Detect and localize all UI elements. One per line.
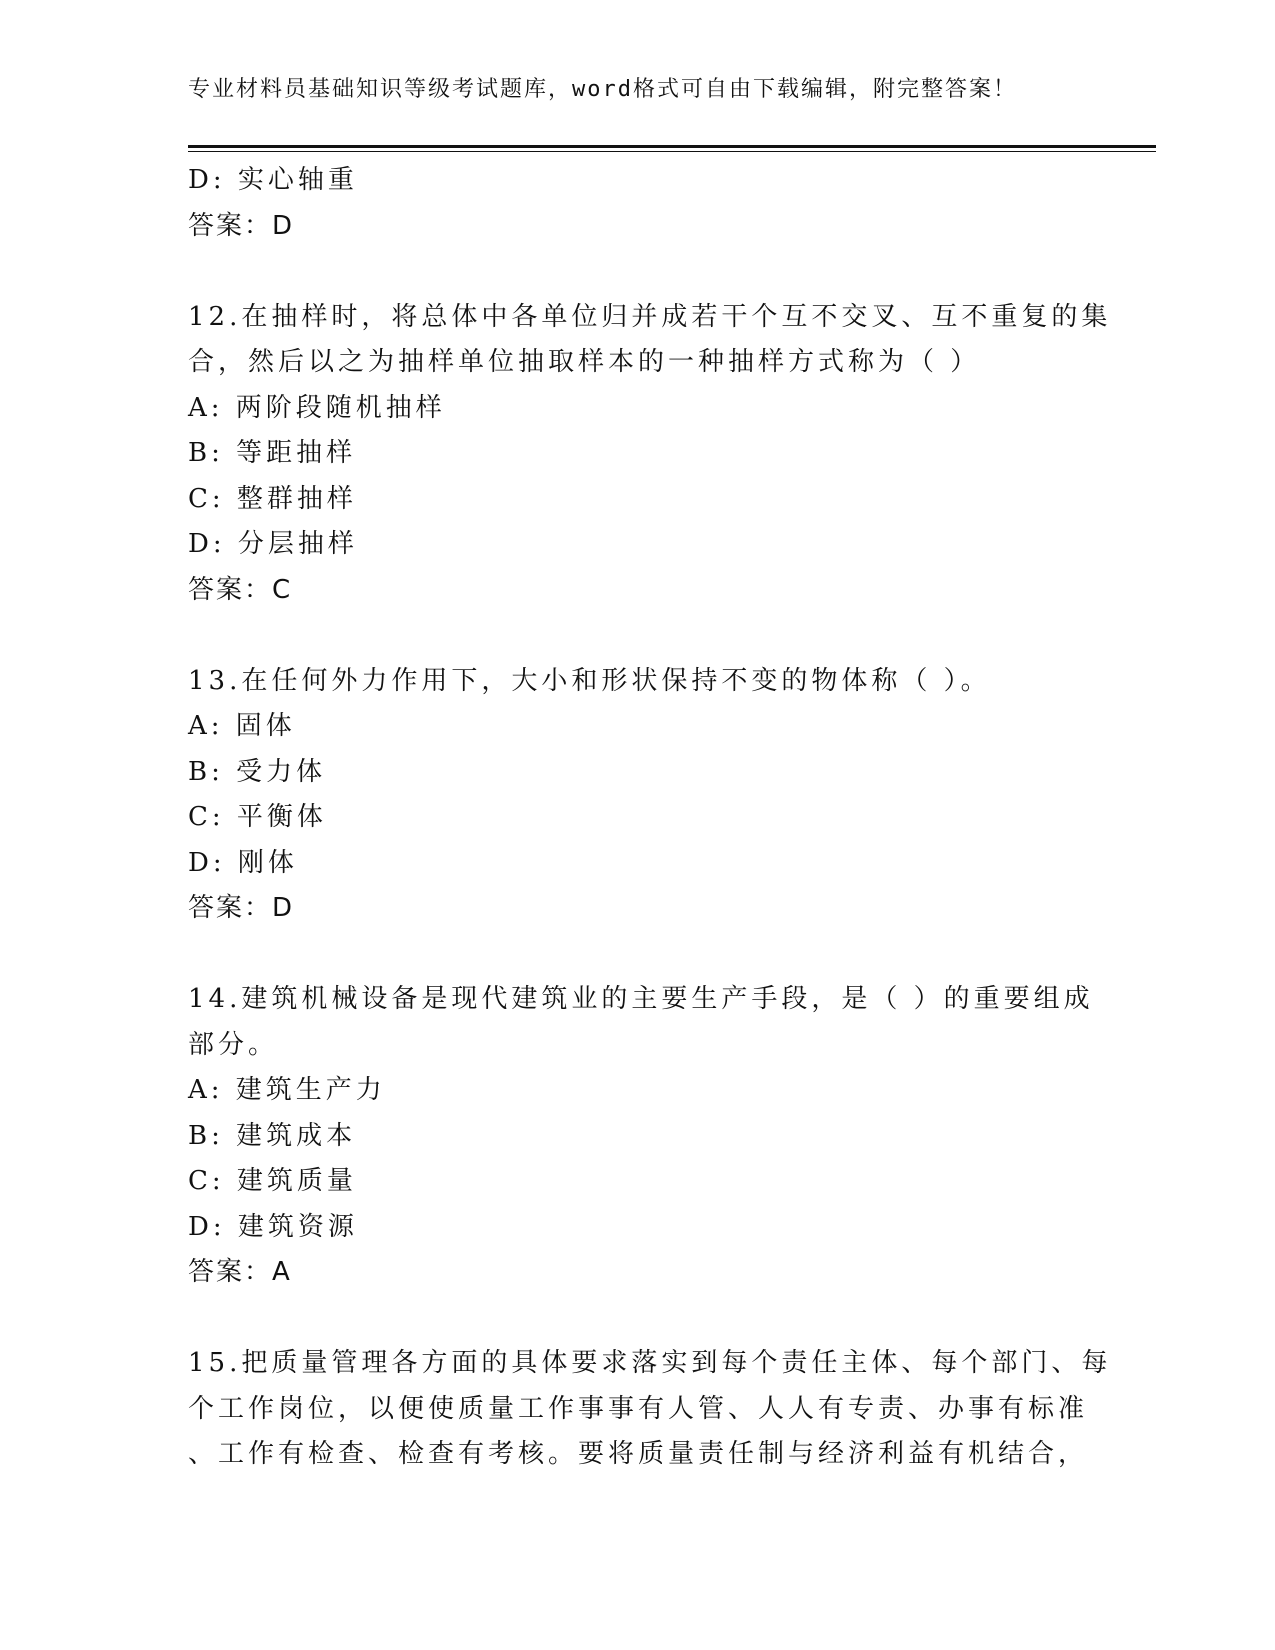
page-header: 专业材料员基础知识等级考试题库，word格式可自由下载编辑，附完整答案！: [188, 77, 1017, 102]
answer-line: 答案：D: [188, 210, 295, 241]
answer-line: 答案：C: [188, 574, 293, 605]
question-15: [188, 1341, 1112, 1478]
spacer: [188, 613, 1088, 659]
option-a: A: 固体: [188, 711, 296, 741]
question-stem-line: 部分。: [188, 1029, 279, 1060]
option-a: A: 两阶段随机抽样: [188, 392, 446, 423]
option-c: C: 整群抽样: [188, 483, 357, 514]
spacer: [188, 932, 1088, 978]
question-stem-line: 、工作有检查、检查有考核。要将质量责任制与经济利益有机结合，: [188, 1439, 1089, 1469]
option-d: D: 建筑资源: [188, 1211, 358, 1242]
option-b: B: 等距抽样: [188, 438, 357, 468]
question-12: [188, 295, 1112, 614]
spacer: [188, 1296, 1088, 1342]
document-body: [188, 158, 1112, 1478]
answer-line: 答案：D: [188, 893, 295, 923]
question-stem-line: 13.在任何外力作用下，大小和形状保持不变的物体称（ ）。: [188, 665, 991, 696]
option-c: C: 建筑质量: [188, 1166, 357, 1196]
option-d: D: 刚体: [188, 847, 298, 878]
option-d: D: 实心轴重: [188, 165, 358, 195]
option-b: B: 受力体: [188, 756, 327, 787]
question-stem-line: 个工作岗位，以便使质量工作事事有人管、人人有专责、办事有标准: [188, 1393, 1089, 1424]
question-stem-line: 合，然后以之为抽样单位抽取样本的一种抽样方式称为（ ）: [188, 347, 981, 377]
option-b: B: 建筑成本: [188, 1120, 357, 1151]
question-stem-line: 12.在抽样时，将总体中各单位归并成若干个互不交叉、互不重复的集: [188, 301, 1112, 332]
spacer: [188, 249, 1088, 295]
header-rule-thick: [188, 145, 1156, 148]
option-c: C: 平衡体: [188, 802, 327, 832]
option-d: D: 分层抽样: [188, 529, 358, 559]
question-14: [188, 977, 1094, 1296]
answer-line: 答案：A: [188, 1257, 292, 1287]
question-stem-line: 15.把质量管理各方面的具体要求落实到每个责任主体、每个部门、每: [188, 1348, 1112, 1378]
question-stem-line: 14.建筑机械设备是现代建筑业的主要生产手段，是（ ）的重要组成: [188, 984, 1094, 1014]
header-rule-thin: [188, 151, 1156, 152]
option-a: A: 建筑生产力: [188, 1075, 386, 1105]
question-13: [188, 659, 1088, 932]
